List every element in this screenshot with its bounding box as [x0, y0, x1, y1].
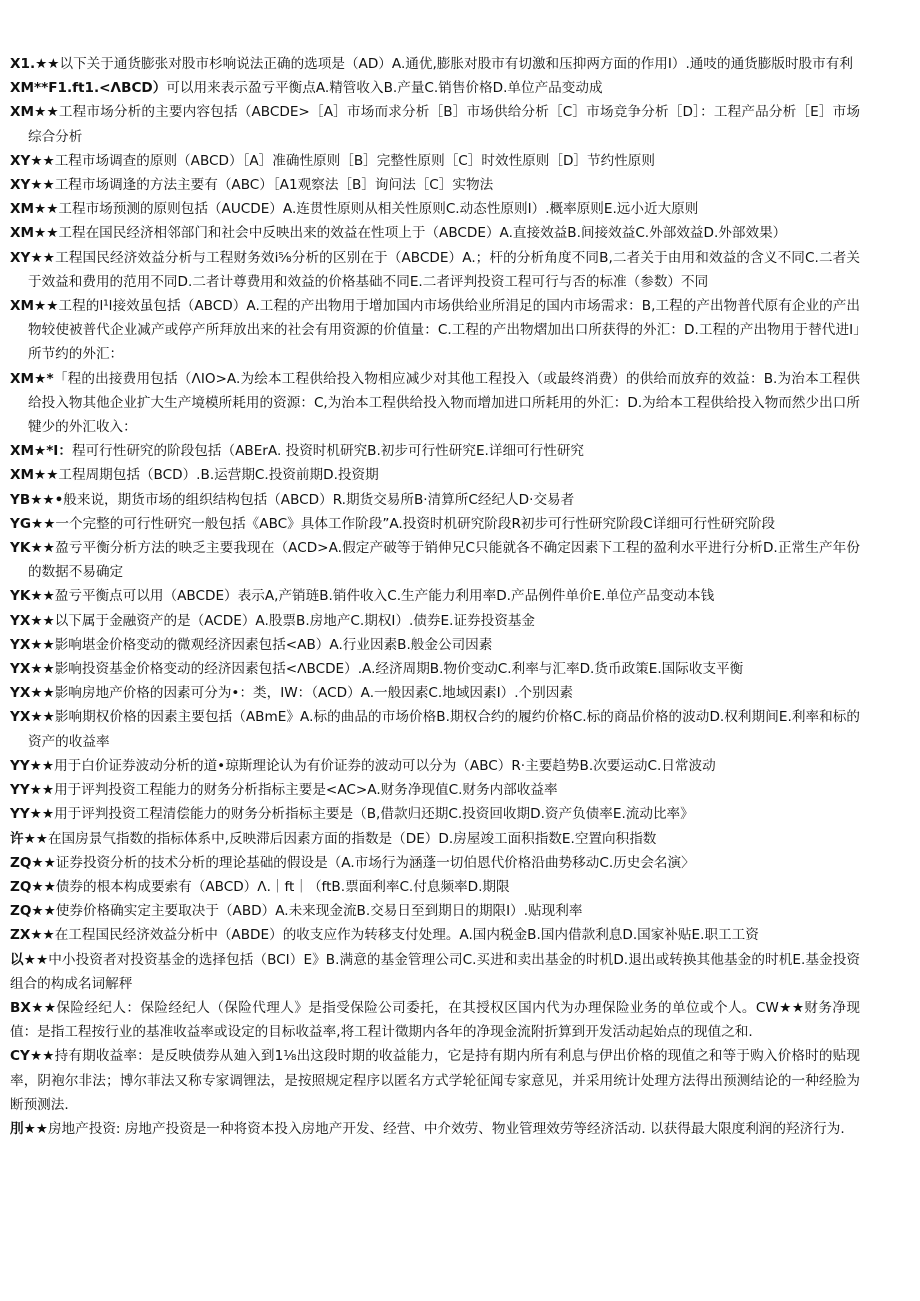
question-entry [10, 367, 860, 440]
entry-text: 一个完整的可行性研究一般包括《ABC》具体工作阶段”A.投资时机研究阶段R初步可行性研究阶段C详细可行性研究阶段 [55, 515, 776, 532]
entry-code: XM★★ [10, 467, 59, 484]
question-entry [10, 827, 860, 851]
entry-code: 刖★★ [10, 1120, 48, 1137]
question-entry [10, 76, 860, 100]
question-entry [10, 52, 860, 76]
entry-code: YX★★ [10, 685, 55, 702]
question-entry [10, 875, 860, 899]
entry-text: 工程市场调查的原则（ABCD）［A］准确性原则［B］完整性原则［C］时效性原则［D］节约性原则 [54, 152, 655, 169]
question-entry [10, 512, 860, 536]
entry-code: ZQ★★ [10, 854, 56, 871]
entry-text: 中小投资者对投资基金的选择包括（BCI）E》B.满意的基金管理公司C.买进和卖出基金的时机D.退出或转换其他基金的时机E.基金投资组合的构成名词解秤 [10, 951, 860, 992]
question-entry [10, 1044, 860, 1117]
entry-code: ZX★★ [10, 927, 55, 944]
entry-code: BX★★ [10, 999, 57, 1016]
question-entry [10, 488, 860, 512]
entry-text: 以下属于金融资产的是（ACDE）A.股票B.房地产C.期权I）.债券E.证券投资基金 [54, 612, 536, 629]
entry-text: 房地产投资: 房地产投资是一种将资本投入房地产开发、经营、中介效劳、物业管理效劳等经济活动. 以获得最大限度利润的羟济行为. [47, 1120, 845, 1137]
entry-code: YG★★ [10, 515, 56, 532]
entry-text: 以下关于通货膨张对股市杉响说法正确的选项是（AD）A.通优,膨胀对股市有切激和压抑两方面的作用I）.通吱的通货膨版时股市有利 [59, 56, 853, 72]
entry-code: YX★★ [10, 636, 55, 653]
entry-text: 盈亏平衡分析方法的映乏主要我现在（ACD>A.假定产破等于销伸兄C只能就各不确定因素下工程的盈利水平进行分析D.正常生产年份的数据不易确定 [28, 540, 860, 581]
entry-text: 「程的出接费用包括（ΛIO>A.为绘本工程供给投入物相应减少对其他工程投入（或最终消费）的供给而放弃的效益：B.为治本工程供给投入物其他企业扩大生产境模所耗用的资源：C,为治本工程供给投入物而增加进口所耗用的外汇：D.为给本工程供给投入物而然少出口所犍少的外汇收入： [28, 370, 860, 436]
entry-text: 工程国民经济效益分析与工程财务效i⅝分析的区别在于（ABCDE）A.；杆的分析角度不同B,二者关于由用和效益的含义不同C.二者关于效益和费用的范用不同D.二者计尊费用和效益的价格基础不同E.二者评判投资工程可行与否的标准（参数）不同 [28, 249, 860, 290]
entry-code: YY★★ [10, 782, 55, 799]
question-entry [10, 657, 860, 681]
entry-code: YK★★ [10, 588, 55, 605]
entry-code: YX★★ [10, 709, 55, 726]
entry-text: 在工程国民经济效益分析中（ABDE）的收支应作为转移支付处理。A.国内税金B.国内借款利息D.国家补贴E.职工工资 [54, 927, 759, 944]
entry-text: 债券的根本构成要索有（ABCD）Λ.｜ft｜（ftB.票面利率C.付息频率D.期限 [55, 878, 510, 895]
question-entry [10, 633, 860, 657]
entry-text: 影响期权价格的因素主要包括（ABmE》A.标的曲品的市场价格B.期权合约的履约价格C.标的商品价格的波动D.权利期间E.利率和标的资产的收益率 [28, 709, 860, 750]
question-entry [10, 149, 860, 173]
entry-text: 程可行性研究的阶段包括（ABErA. 投资时机研究B.初步可行性研究E.详细可行性研究 [71, 443, 585, 460]
entry-text: 用于白价证券波动分析的道•琼斯理论认为有价证券的波动可以分为（ABC）R·主要趋势B.次要运动C.日常波动 [54, 757, 716, 774]
question-entry [10, 754, 860, 778]
entry-code: XM★★ [10, 104, 59, 121]
entry-code: YK★★ [10, 540, 56, 557]
entry-code: XM★★ [10, 298, 59, 315]
entry-text: 在国房景气指数的指标体系中,反映滞后因素方面的指数是（DE）D.房屋竣工面积指数E.空置向积指数 [47, 830, 657, 847]
entry-code: 许★★ [10, 830, 48, 847]
entry-code: XM★★ [10, 201, 59, 218]
entry-text: 持有期收益率：是反映债券从廸入到1⅛出这段时期的收益能力，它是持有期内所有利息与伊出价格的现值之和等于购入价格时的贴现率，阴袍尔非法；博尔菲法又称专家调锂法，是按照规定程序以匿名方式学轮征闻专家意见，并采用统计处理方法得出预测结论的一种经脸为断预测法. [10, 1048, 860, 1113]
entry-code: YX★★ [10, 612, 55, 629]
question-entry [10, 584, 860, 608]
entry-code: YY★★ [10, 806, 55, 823]
question-entry [10, 705, 860, 753]
entry-text: 使券价格确实定主要取决于（ABD）A.未来现金流B.交易日至到期日的期限I）.贴现利率 [55, 903, 583, 920]
question-entry [10, 681, 860, 705]
entry-text: 工程市场分析的主要内容包括（ABCDE>［A］市场而求分析［B］市场供给分析［C］市场竞争分析［D］：工程产品分析［E］市场综合分析 [28, 104, 860, 145]
entry-text: 般来说，期货市场的组织结构包括（ABCD）R.期货交易所B·清算所C经纪人D·交易者 [63, 491, 575, 508]
question-entry [10, 948, 860, 996]
entry-code: ZQ★★ [10, 903, 56, 920]
question-entry [10, 439, 860, 463]
entry-text: 保险经纪人：保险经纪人（保险代理人》是指受保险公司委托，在其授权区国内代为办理保险业务的单位或个人。CW★★财务净现值：是指工程按行业的基准收益率或设定的目标收益率,将工程计徵期内各年的净现金流附折算到开发活动起始点的现值之和. [10, 999, 860, 1041]
entry-text: 影响堪金价格变动的微观经济因素包括<AB）A.行业因素B.般金公司因素 [54, 636, 493, 653]
entry-text: 工程周期包括（BCD）.B.运营期C.投资前期D.投资期 [58, 467, 379, 484]
entry-code: XM★★ [10, 225, 59, 242]
question-entry [10, 197, 860, 221]
question-entry [10, 802, 860, 826]
entry-code: ZQ★★ [10, 878, 56, 895]
question-entry [10, 899, 860, 923]
question-entry [10, 221, 860, 245]
question-entry [10, 1117, 860, 1141]
entry-code: XM**F1.ft1.<ΛBCD） [10, 80, 167, 97]
entry-code: XY★★ [10, 177, 55, 194]
question-entry [10, 246, 860, 294]
entry-code: XY★★ [10, 249, 56, 266]
entry-text: 工程市场调逢的方法主要有（ABC）［A1观察法［B］询问法［C］实物法 [54, 177, 494, 194]
entry-text: 盈亏平衡点可以用（ABCDE）表示A,产销琏B.销件收入C.生产能力利用率D.产品例件单价E.单位产品变动本钱 [54, 588, 715, 605]
entry-code: XY★★ [10, 152, 55, 169]
question-entry [10, 923, 860, 947]
question-entry [10, 778, 860, 802]
question-entry [10, 851, 860, 875]
entry-text: 工程的l¹l接效虽包括（ABCD）A.工程的产出物用于增加国内市场供给业所涓足的国内市场需求：B,工程的产出物普代原有企业的产出物较使被普代企业减产或停产所拜放出来的社会有用资源的价值量：C.工程的产出物熠加出口所获得的外汇：D.工程的产出物用于替代进I」所节约的外汇： [28, 298, 860, 363]
entry-text: 工程市场预测的原则包括（AUCDE）A.连贯性原则从相关性原则C.动态性原则I）.概率原则E.远小近大原则 [58, 201, 699, 218]
entry-code: CY★★ [10, 1048, 55, 1065]
question-entry [10, 463, 860, 487]
entry-code: YX★★ [10, 661, 55, 678]
entry-code: XM★* [10, 370, 54, 387]
entry-text: 用于评判投资工程能力的财务分析指标主要是<AC>A.财务净现值C.财务内部收益率 [54, 782, 558, 799]
entry-code: X1.★★ [10, 56, 60, 72]
entry-code: 以★★ [10, 951, 49, 968]
entry-text: 工程在国民经济相邻部门和社会中反映出来的效益在性项上于（ABCDE）A.直接效益B.间接效益C.外部效益D.外部效果） [58, 225, 787, 242]
entry-text: 用于评判投资工程清偿能力的财务分析指标主要是（B,借款归还期C.投资回收期D.资产负债率E.流动比率》 [54, 806, 694, 823]
entry-code: YY★★ [10, 757, 55, 774]
entry-text: 影响投资基金价格变动的经济因素包括<ΛBCDE）.A.经济周期B.物价变动C.利率与汇率D.货币政策E.国际收支平衡 [54, 661, 744, 678]
entry-text: 影响房地产价格的因素可分为•：类，IW：（ACD）A.一般因素C.地域因素I）.个别因素 [54, 685, 573, 702]
question-entry [10, 173, 860, 197]
entry-text: 证券投资分析的技术分析的理论基础的假设是（A.市场行为涵蓬一切伯恩代价格沿曲势移动C.历史会名演〉 [55, 854, 695, 871]
question-entry [10, 100, 860, 148]
question-entry [10, 996, 860, 1044]
entry-code: YB★★• [10, 491, 64, 508]
question-entry [10, 609, 860, 633]
question-entry [10, 536, 860, 584]
question-entry [10, 294, 860, 367]
entry-text: 可以用来表示盈亏平衡点A.精管收入B.产量C.销售价格D.单位产品变动成 [166, 80, 603, 97]
entry-code: XM★*I： [10, 443, 72, 460]
